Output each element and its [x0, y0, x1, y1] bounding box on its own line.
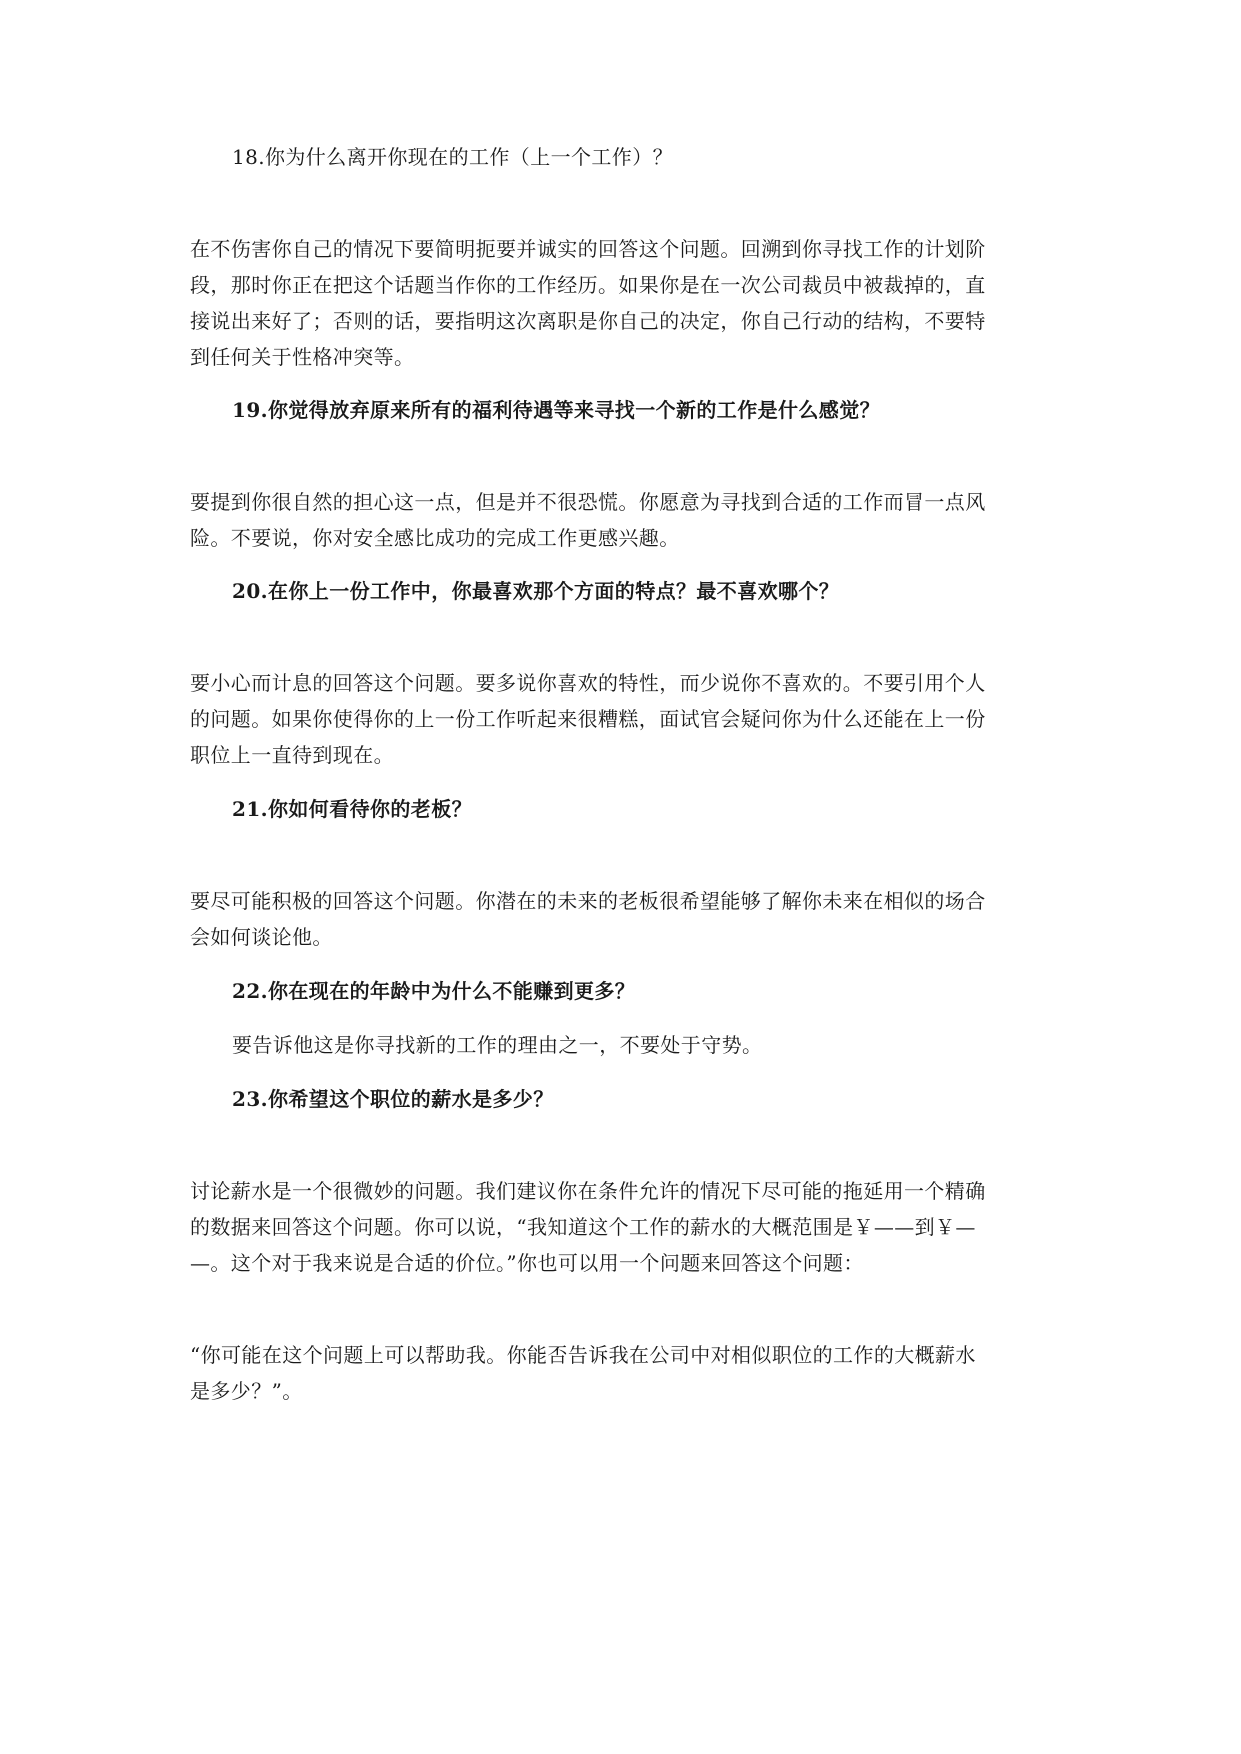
answer-21-line-2: 会如何谈论他。 [190, 925, 333, 949]
answer-18-line-3: 接说出来好了；否则的话，要指明这次离职是你自己的决定，你自己行动的结构，不要特 [190, 309, 986, 333]
answer-18-line-4: 到任何关于性格冲突等。 [190, 345, 415, 369]
answer-20-line-2: 的问题。如果你使得你的上一份工作听起来很糟糕，面试官会疑问你为什么还能在上一份 [190, 707, 986, 731]
question-21: 21.你如何看待你的老板？ [232, 797, 472, 821]
answer-23-line-3: —。这个对于我来说是合适的价位。”你也可以用一个问题来回答这个问题： [190, 1251, 864, 1275]
answer-20-line-3: 职位上一直待到现在。 [190, 743, 394, 767]
answer-18-line-1: 在不伤害你自己的情况下要简明扼要并诚实的回答这个问题。回溯到你寻找工作的计划阶 [190, 237, 986, 261]
question-20: 20.在你上一份工作中，你最喜欢那个方面的特点？最不喜欢哪个？ [232, 579, 840, 603]
answer-22-line-1: 要告诉他这是你寻找新的工作的理由之一，不要处于守势。 [232, 1033, 763, 1057]
answer-21-line-1: 要尽可能积极的回答这个问题。你潜在的未来的老板很希望能够了解你未来在相似的场合 [190, 889, 986, 913]
answer-23-line-1: 讨论薪水是一个很微妙的问题。我们建议你在条件允许的情况下尽可能的拖延用一个精确 [190, 1179, 986, 1203]
question-22: 22.你在现在的年龄中为什么不能赚到更多？ [232, 979, 636, 1003]
answer-23-line-4: “你可能在这个问题上可以帮助我。你能否告诉我在公司中对相似职位的工作的大概薪水 [190, 1343, 976, 1367]
answer-20-line-1: 要小心而计息的回答这个问题。要多说你喜欢的特性，而少说你不喜欢的。不要引用个人 [190, 671, 986, 695]
answer-19-line-1: 要提到你很自然的担心这一点，但是并不很恐慌。你愿意为寻找到合适的工作而冒一点风 [190, 490, 986, 514]
question-18: 18.你为什么离开你现在的工作（上一个工作）？ [232, 145, 674, 169]
question-19: 19.你觉得放弃原来所有的福利待遇等来寻找一个新的工作是什么感觉？ [232, 398, 880, 422]
answer-23-line-2: 的数据来回答这个问题。你可以说，“我知道这个工作的薪水的大概范围是￥——到￥— [190, 1215, 976, 1239]
answer-18-line-2: 段，那时你正在把这个话题当作你的工作经历。如果你是在一次公司裁员中被裁掉的，直 [190, 273, 986, 297]
question-23: 23.你希望这个职位的薪水是多少？ [232, 1087, 554, 1111]
answer-19-line-2: 险。不要说，你对安全感比成功的完成工作更感兴趣。 [190, 526, 680, 550]
answer-23-line-5: 是多少？”。 [190, 1379, 303, 1403]
